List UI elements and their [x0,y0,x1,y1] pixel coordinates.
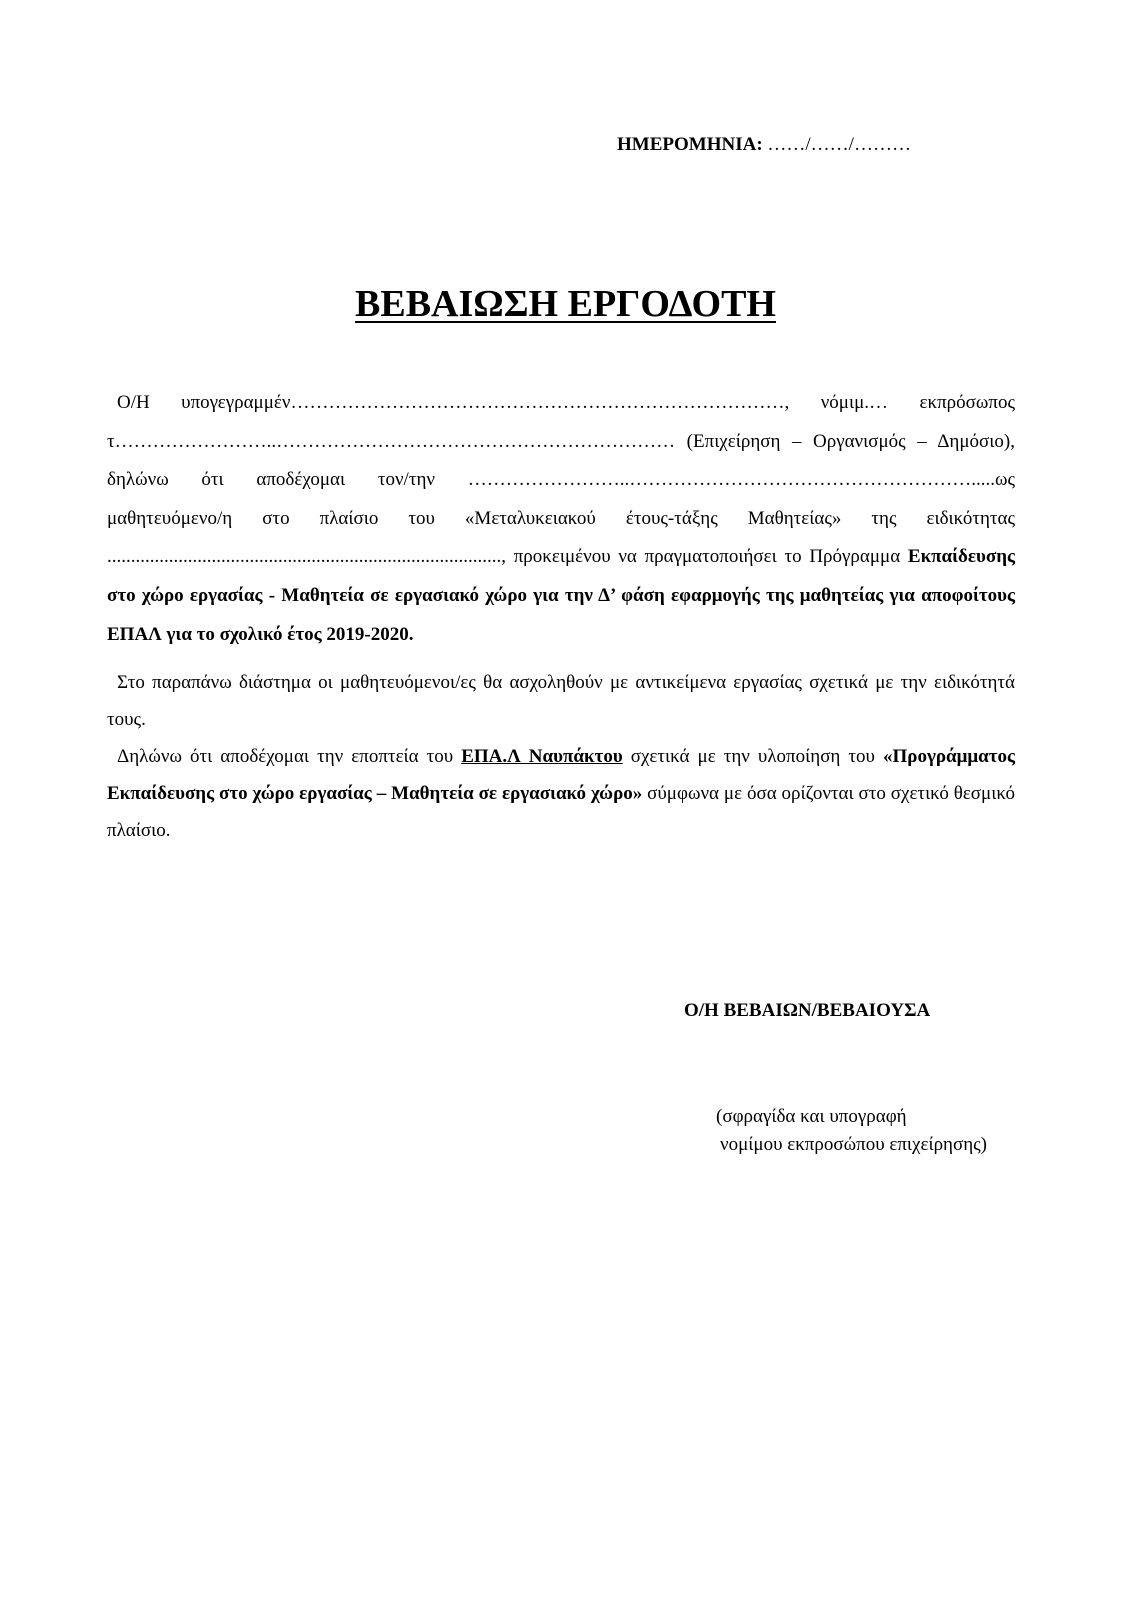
document-body [107,384,1015,849]
declaration-line-6: ..................................................................................., προκειμένου να πραγματοποιήσει το [107,546,802,568]
signer-label: Ο/Η ΒΕΒΑΙΩΝ/ΒΕΒΑΙΟΥΣΑ [684,1000,931,1021]
supervision-paragraph [107,738,1015,849]
program-title-part-2: εφαρμογής της μαθητείας για αποφοίτους ΕΠΑΛ για το σχολικό έτος 2019-2020. [107,584,1015,645]
program-title-part-1: Εκπαίδευσης στο χώρο εργασίας - Μαθητεία σε εργασιακό χώρο για την Δ’ φάση [107,546,1016,606]
supervision-text-post: σύμφωνα με όσα ορίζονται στο σχετικό θεσμικό πλαίσιο. [107,783,1016,842]
declaration-line-3: (Επιχείρηση – Οργανισμός – Δημόσιο), δηλώνω ότι αποδέχομαι τον/την [107,430,1015,491]
date-label: ΗΜΕΡΟΜΗΝΙΑ: [617,134,763,155]
declaration-paragraph [107,384,1015,654]
stamp-note-line-1: (σφραγίδα και υπογραφή [716,1106,907,1127]
supervision-text-pre: Δηλώνω ότι αποδέχομαι την εποπτεία του [117,746,454,768]
supervision-text-mid: σχετικά με την υλοποίηση του [630,746,875,768]
date-value-field: ……/……/……… [767,134,911,155]
school-name: ΕΠΑ.Λ Ναυπάκτου [461,746,623,768]
date-line [617,134,911,156]
declaration-line-7: Πρόγραμμα [809,546,901,568]
declaration-line-2: εκπρόσωπος τ……………………..……………………………………………………… [107,392,1016,452]
document-title: ΒΕΒΑΙΩΣΗ ΕΡΓΟΔΟΤΗ [355,283,776,325]
stamp-note-line-2: νομίμου εκπροσώπου επιχείρησης) [720,1134,988,1155]
declaration-line-4: ……………………..……………………………………………….....ως μαθητευόμενο/η στο [107,469,1015,529]
declaration-line-5: πλαίσιο του «Μεταλυκειακού έτους-τάξης Μαθητείας» της ειδικότητας [319,507,1016,529]
declaration-line-1: Ο/Η υπογεγραμμέν……………………………………………………………………, νόμιμ.… [117,392,889,413]
program-name: «Προγράμματος Εκπαίδευσης στο χώρο εργασίας – Μαθητεία σε εργασιακό χώρο» [107,746,1016,805]
stamp-note [716,1103,987,1159]
duration-paragraph: Στο παραπάνω διάστημα οι μαθητευόμενοι/ες θα ασχοληθούν με αντικείμενα εργασίας σχετικά με την ειδικότητά τους. [107,672,1015,731]
